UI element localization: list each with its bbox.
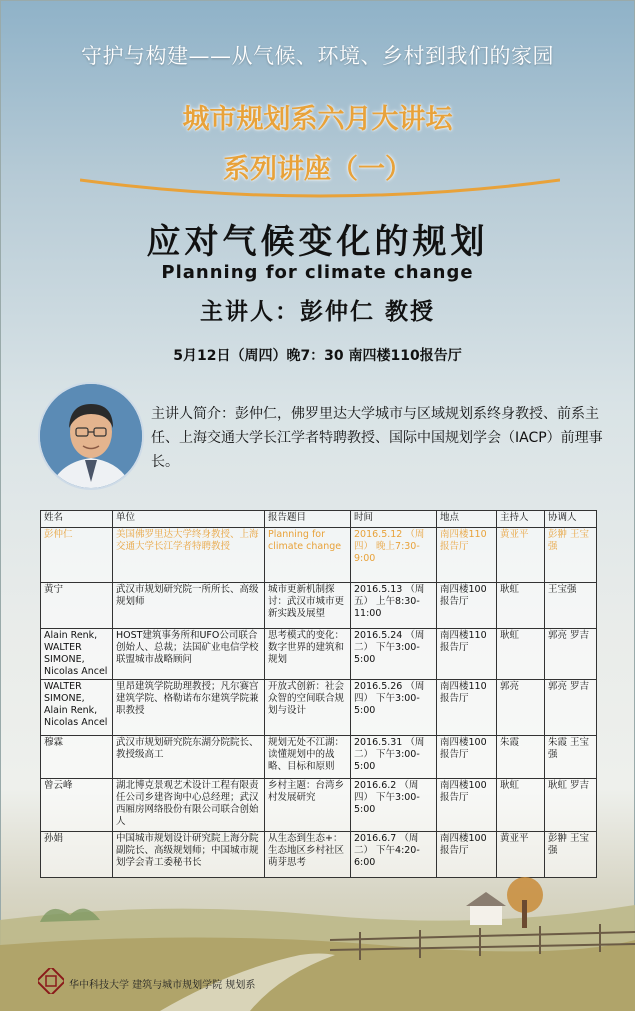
cell: Alain Renk, WALTER SIMONE, Nicolas Ancel [41, 629, 113, 680]
cell: 南四楼110报告厅 [437, 680, 497, 736]
table-row [41, 736, 597, 779]
cell: 耿虹 [497, 629, 545, 680]
cell: 城市更新机制探讨：武汉市城市更新实践及展望 [265, 583, 351, 629]
table-row [41, 629, 597, 680]
col-header: 单位 [113, 511, 265, 528]
cell: 彭翀 王宝强 [545, 528, 597, 583]
cell: 朱霞 王宝强 [545, 736, 597, 779]
col-header: 姓名 [41, 511, 113, 528]
cell: 黄亚平 [497, 528, 545, 583]
cell: 黄亚平 [497, 832, 545, 878]
series-title-line1: 城市规划系六月大讲坛 [182, 104, 453, 135]
col-header: 主持人 [497, 511, 545, 528]
cell: 彭翀 王宝强 [545, 832, 597, 878]
cell: 南四楼100报告厅 [437, 736, 497, 779]
decorative-arc [80, 172, 560, 202]
cell: 2016.6.2 （周四） 下午3:00-5:00 [351, 779, 437, 832]
speaker-name: 主讲人：彭仲仁 教授 [199, 299, 435, 325]
table-row [41, 779, 597, 832]
cell: 2016.5.24 （周二） 下午3:00-5:00 [351, 629, 437, 680]
speaker-photo [38, 382, 144, 490]
cell: 耿虹 [497, 583, 545, 629]
cell: 曾云峰 [41, 779, 113, 832]
cell: 2016.5.26 （周四） 下午3:00-5:00 [351, 680, 437, 736]
cell: Planning for climate change [265, 528, 351, 583]
series-title-line2: 系列讲座（一） [223, 154, 412, 185]
cell: 南四楼110报告厅 [437, 629, 497, 680]
cell: 南四楼100报告厅 [437, 583, 497, 629]
col-header: 地点 [437, 511, 497, 528]
cell: 南四楼100报告厅 [437, 779, 497, 832]
table-row [41, 583, 597, 629]
cell: 郭亮 罗吉 [545, 680, 597, 736]
cell: 彭仲仁 [41, 528, 113, 583]
cell: 中国城市规划设计研究院上海分院副院长、高级规划师；中国城市规划学会青工委秘书长 [113, 832, 265, 878]
cell: 思考模式的变化：数字世界的建筑和规划 [265, 629, 351, 680]
schedule-table-container [40, 510, 596, 878]
cell: 2016.5.31 （周二） 下午3:00-5:00 [351, 736, 437, 779]
lecture-title-english: Planning for climate change [161, 262, 474, 283]
cell: 武汉市规划研究院一所所长、高级规划师 [113, 583, 265, 629]
cell: 王宝强 [545, 583, 597, 629]
cell: 孙娟 [41, 832, 113, 878]
cell: 规划无处不江湖：读懂规划中的战略、目标和原则 [265, 736, 351, 779]
cell: 2016.5.13 （周五） 上午8:30-11:00 [351, 583, 437, 629]
cell: 南四楼100报告厅 [437, 832, 497, 878]
cell: 里昂建筑学院助理教授；凡尔赛宫建筑学院、格勒诺布尔建筑学院兼职教授 [113, 680, 265, 736]
cell: 耿虹 [497, 779, 545, 832]
col-header: 协调人 [545, 511, 597, 528]
slogan: 守护与构建——从气候、环境、乡村到我们的家园 [81, 44, 554, 68]
lecture-title: 应对气候变化的规划 [146, 222, 489, 262]
table-header-row [41, 511, 597, 528]
cell: 朱霞 [497, 736, 545, 779]
speaker-bio: 主讲人简介：彭仲仁，佛罗里达大学城市与区域规划系终身教授、前系主任、上海交通大学长江学者特聘教授、国际中国规划学会（IACP）前理事长。 [151, 406, 603, 470]
cell: 黄宁 [41, 583, 113, 629]
table-row [41, 528, 597, 583]
time-location: 5月12日（周四）晚7：30 南四楼110报告厅 [173, 348, 462, 364]
cell: 湖北博克景观艺术设计工程有限责任公司乡建咨询中心总经理；武汉西厢房网络股份有限公司联合创始人 [113, 779, 265, 832]
col-header: 报告题目 [265, 511, 351, 528]
cell: 2016.6.7 （周二） 下午4:20-6:00 [351, 832, 437, 878]
cell: 武汉市规划研究院东湖分院院长、教授级高工 [113, 736, 265, 779]
col-header: 时间 [351, 511, 437, 528]
cell: 2016.5.12 （周四） 晚上7:30-9:00 [351, 528, 437, 583]
portrait-icon [40, 384, 142, 488]
cell: 乡村主题：台湾乡村发展研究 [265, 779, 351, 832]
cell: 美国佛罗里达大学终身教授、上海交通大学长江学者特聘教授 [113, 528, 265, 583]
cell: 郭亮 [497, 680, 545, 736]
footer-text: 华中科技大学 建筑与城市规划学院 规划系 [69, 980, 256, 991]
cell: HOST建筑事务所和UFO公司联合创始人、总裁；法国矿业电信学校联盟城市战略顾问 [113, 629, 265, 680]
cell: 耿虹 罗吉 [545, 779, 597, 832]
cell: 开放式创新：社会众智的空间联合规划与设计 [265, 680, 351, 736]
table-row [41, 680, 597, 736]
cell: 郭亮 罗吉 [545, 629, 597, 680]
university-logo-icon [38, 968, 64, 994]
cell: 穆霖 [41, 736, 113, 779]
schedule-table [40, 510, 597, 878]
cell: 从生态到生态+：生态地区乡村社区萌芽思考 [265, 832, 351, 878]
cell: WALTER SIMONE, Alain Renk, Nicolas Ancel [41, 680, 113, 736]
cell: 南四楼110报告厅 [437, 528, 497, 583]
footer [38, 966, 338, 996]
